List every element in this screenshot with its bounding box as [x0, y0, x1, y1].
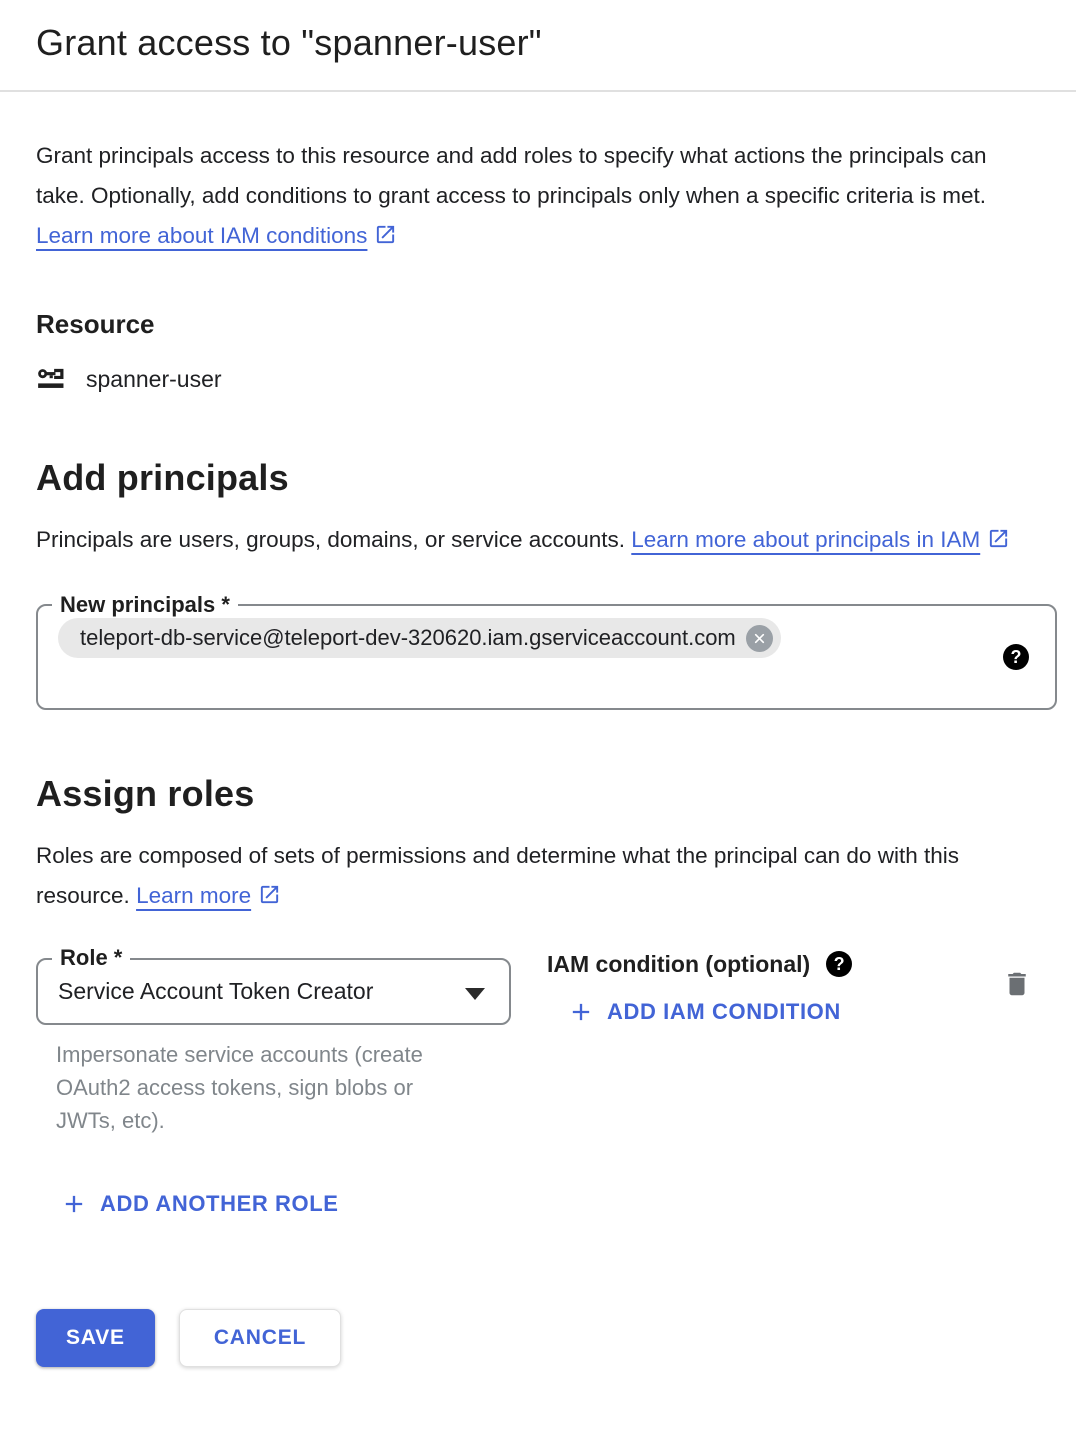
new-principals-field[interactable] — [36, 592, 1057, 710]
divider — [0, 90, 1076, 92]
dialog-content — [0, 136, 1076, 1391]
assign-roles-heading: Assign roles — [36, 773, 255, 814]
dialog-actions — [36, 1309, 1040, 1367]
resource-heading: Resource — [36, 309, 155, 339]
role-label: Role * — [52, 945, 130, 971]
principals-iam-link[interactable]: Learn more about principals in IAM — [631, 527, 1010, 552]
plus-icon — [567, 998, 595, 1026]
iam-condition-label: IAM condition (optional) — [547, 951, 811, 977]
delete-role-icon[interactable] — [1002, 968, 1032, 1000]
save-button[interactable]: SAVE — [36, 1309, 155, 1367]
principals-help-icon[interactable]: ? — [1003, 644, 1029, 670]
external-link-icon — [987, 523, 1010, 546]
principal-chip-value: teleport-db-service@teleport-dev-320620.iam.gserviceaccount.com — [80, 625, 736, 650]
add-iam-condition-button[interactable]: ADD IAM CONDITION — [567, 998, 841, 1026]
resource-name: spanner-user — [86, 365, 222, 392]
cancel-button[interactable]: CANCEL — [179, 1309, 341, 1367]
service-account-key-icon — [36, 363, 68, 395]
principals-description: Principals are users, groups, domains, or service accounts. Learn more about principals in IAM — [36, 520, 1040, 560]
principal-chip — [58, 618, 781, 658]
iam-condition-help-icon[interactable]: ? — [826, 951, 852, 977]
iam-condition-column — [547, 950, 852, 1026]
role-select[interactable] — [36, 945, 511, 1025]
resource-row — [36, 362, 1040, 396]
iam-conditions-link[interactable]: Learn more about IAM conditions — [36, 223, 397, 248]
chevron-down-icon — [465, 988, 485, 1000]
new-principals-label: New principals * — [52, 592, 238, 618]
page-title: Grant access to "spanner-user" — [36, 22, 542, 63]
role-row — [36, 945, 1040, 1137]
add-another-role-button[interactable]: ADD ANOTHER ROLE — [60, 1189, 339, 1219]
external-link-icon — [374, 219, 397, 242]
iam-condition-label-row — [547, 950, 852, 978]
roles-learn-more-link[interactable]: Learn more — [136, 883, 281, 908]
role-selected-value: Service Account Token Creator — [58, 978, 374, 1004]
roles-description: Roles are composed of sets of permissions and determine what the principal can do with this resource. Learn more — [36, 843, 959, 908]
external-link-icon — [258, 879, 281, 902]
intro-paragraph — [36, 136, 1040, 256]
plus-icon — [60, 1190, 88, 1218]
remove-principal-icon[interactable] — [746, 625, 773, 652]
role-helper-text: Impersonate service accounts (create OAuth2 access tokens, sign blobs or JWTs, etc). — [56, 1042, 423, 1133]
add-principals-heading: Add principals — [36, 457, 289, 498]
intro-text: Grant principals access to this resource and add roles to specify what actions the principals can take. Optionally, add conditions to grant access to principals only when a specific criteria is met. — [36, 143, 987, 208]
role-column — [36, 945, 511, 1137]
